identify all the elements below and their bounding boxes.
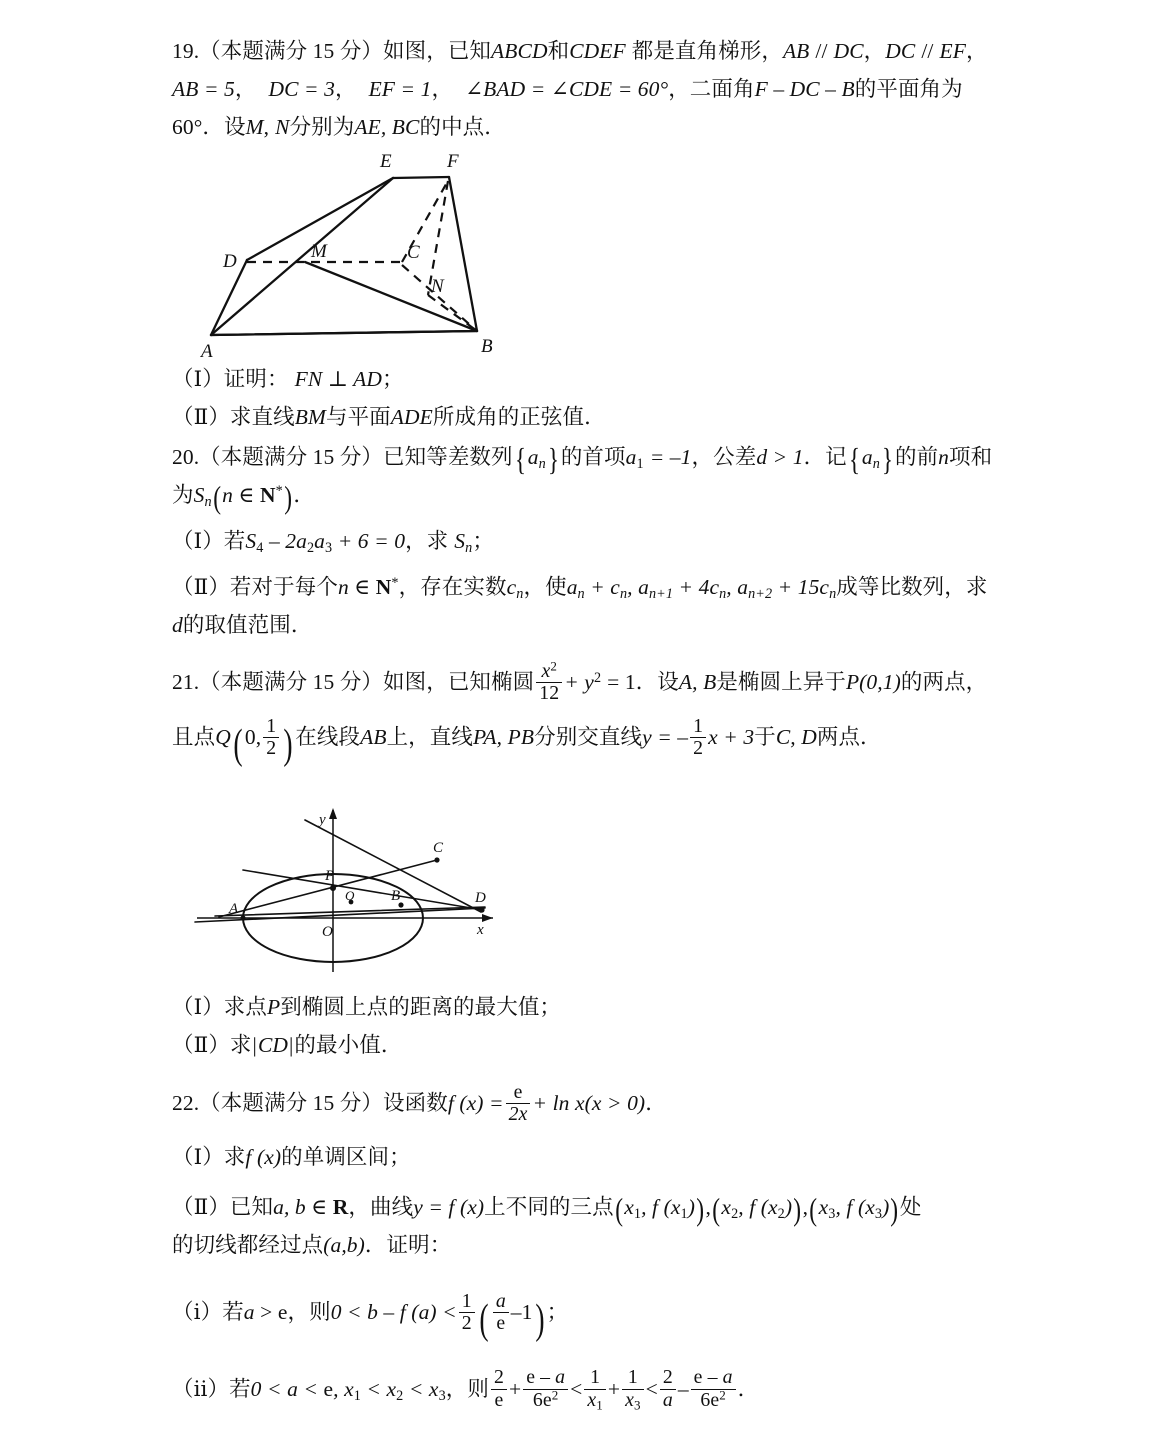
p19-angles: ∠BAD = ∠CDE = 60°: [465, 77, 669, 101]
p22-f3-den: $x_1$: [584, 1389, 606, 1411]
problem-22-sub-i: [172, 1138, 1008, 1176]
p19-sub-i-label: （Ⅰ）: [172, 367, 224, 391]
figure-label-M: M: [311, 241, 327, 262]
p21-line1-post: 是椭圆上异于: [716, 670, 846, 694]
p19-segments: AE, BC: [354, 115, 420, 139]
p22-f6: [691, 1367, 736, 1411]
figure-solid-geometry: [185, 145, 535, 360]
p20-d-gt: d > 1: [756, 445, 804, 469]
figure-label-E: E: [380, 151, 392, 172]
problem-20-line-1: 20.（本题满分 15 分）已知等差数列$\{a_n\}$的首项$a_1 = -1$，公差d > 1．记$\{a_n\}$的前n项和: [172, 442, 993, 478]
p19-sub-i-math: FN ⊥ AD: [294, 367, 383, 391]
ellipse-label-A: A: [229, 901, 239, 917]
p20-sub-ii-t4: ，使: [523, 575, 567, 599]
p21-ellipse-frac: [536, 658, 562, 705]
p19-par2-left: DC: [885, 39, 916, 63]
p22-sub-i2-label: （ⅰ）: [172, 1300, 223, 1324]
p22-f2-den: $6e^2$: [523, 1389, 568, 1411]
p21-q-x: 0,: [244, 725, 262, 749]
p22-f6-den: $6e^2$: [691, 1389, 736, 1411]
problem-21-subquestions: [172, 988, 1008, 1064]
p22-f3: $\frac{1}{x_1}$: [584, 1367, 606, 1411]
p20-line2-end: ．: [293, 483, 315, 507]
ellipse-label-y: y: [319, 812, 326, 828]
p20-cn: $c_n$: [506, 575, 524, 602]
p20-sub-i-text: 若: [223, 529, 246, 553]
p19-sub-ii-label: （Ⅱ）: [172, 405, 230, 429]
problem-21-line-2: 且点Q( 0, $\frac{1}{2}$ ) 在线段AB上，直线PA, PB分别交直线y = – $\frac{1}{2}$ x + 3于C, D两点．: [172, 714, 882, 768]
ellipse-label-C: C: [433, 840, 444, 856]
p19-par2-right: EF: [939, 39, 966, 63]
ellipse-label-D: D: [475, 890, 486, 906]
p21-line1-end: 的两点，: [900, 670, 988, 694]
p22-line1-post: + ln x(x > 0): [532, 1091, 646, 1115]
p21-pts-ab: A, B: [678, 670, 717, 694]
figure-label-N: N: [431, 276, 444, 297]
p21-line2-end: 两点．: [816, 725, 882, 749]
p21-bar-right: |: [289, 1033, 294, 1057]
p22-sub-ii2-tail: ．: [737, 1376, 760, 1401]
problem-19-subquestions: [172, 360, 1008, 436]
p22-pt2: $x_2$, f $(x_2)$: [721, 1195, 793, 1222]
problem-21: [172, 658, 1008, 768]
p19-bm: BM: [294, 405, 326, 429]
p20-sub-i-eq: $S_4 - 2a_2a_3 + 6 = 0$: [245, 529, 406, 556]
p20-sub-ii-t6: 的取值范围．: [182, 613, 313, 637]
p20-sub-ii-t1: 若对于每个: [229, 575, 338, 599]
p19-dihedral-pre: ，二面角: [668, 77, 755, 101]
p20-line1-f: 项和: [949, 445, 993, 469]
p22-half-frac: $\frac{1}{2}$: [459, 1291, 475, 1335]
p21-eq1: = 1: [607, 670, 636, 694]
p22-sub-i2-tail: ；: [546, 1300, 569, 1324]
p21-q-frac: $\frac{1}{2}$: [263, 716, 279, 760]
p20-sub-ii-t5: 成等比数列，求: [836, 575, 988, 599]
p21-line-eq-y: y = –: [642, 725, 689, 749]
p19-dihedral-post: 的平面角为: [854, 77, 963, 101]
problem-22-sub-ii2: [172, 1362, 1008, 1416]
problem-19-stem-line-3: 60°．设M, N分别为AE, BC的中点．: [172, 115, 506, 139]
p22-plus1: +: [508, 1376, 522, 1401]
point-P: [330, 885, 336, 891]
p22-curve: y = f (x): [413, 1195, 485, 1219]
figure-label-B: B: [481, 336, 493, 357]
p21-line1-mid: ．设: [635, 670, 679, 694]
figure-ellipse: [185, 800, 525, 978]
p21-line2-mid3: 分别交直线: [534, 725, 643, 749]
p21-slope-frac: $\frac{1}{2}$: [690, 716, 706, 760]
problem-22-sub-ii: （Ⅱ）已知a, b ∈ R，曲线y = f (x)上不同的三点($x_1$, f $(x_1)),(x_2$, f $(x_2)),(x_3$, f $(x_3)$)处: [172, 1192, 922, 1228]
p20-line2-pre: 为: [172, 483, 194, 507]
p22-minus2: –: [677, 1376, 689, 1401]
p20-an-2: $a_n$: [861, 445, 880, 472]
ellipse-label-x: x: [477, 922, 484, 938]
ellipse-label-O: O: [322, 924, 333, 940]
p19-dc: DC = 3: [268, 77, 335, 101]
p19-line3-start: 60°．设: [172, 115, 246, 139]
p19-sub-ii-mid: 与平面: [325, 405, 391, 429]
p20-sub-ii-label: （Ⅱ）: [172, 575, 230, 599]
p19-ab: AB = 5: [172, 77, 235, 101]
p22-sub-ii-t1: 已知: [229, 1195, 274, 1219]
ellipse-figure-svg: [185, 800, 525, 978]
problem-19-stem-line-1: 19.（本题满分 15 分）如图，已知ABCD和CDEF 都是直角梯形，AB // DC，DC // EF，: [172, 39, 988, 63]
p22-R: R: [332, 1195, 349, 1219]
figure-label-D: D: [223, 251, 237, 272]
p19-stem-pre: 19.（本题满分 15 分）如图，已知: [172, 39, 492, 63]
p20-line1-a: 20.（本题满分 15 分）已知等差数列: [172, 445, 513, 469]
p20-a1-eq: = –1: [649, 445, 692, 469]
p22-f2-num: e – a: [526, 1366, 566, 1389]
p21-q-letter: Q: [215, 725, 231, 749]
p19-sub-ii-pre: 求直线: [229, 405, 295, 429]
p22-f4: $\frac{1}{x_3}$: [622, 1367, 644, 1411]
p22-sub-i-post: 的单调区间；: [281, 1145, 411, 1169]
p19-m: M: [245, 115, 264, 139]
problem-19-sub-ii: [172, 398, 1008, 436]
problem-20-line-2: 为$S_n(n$ ∈ N*)．: [172, 480, 315, 516]
p20-N: N: [259, 483, 276, 507]
p22-ab-in-R: a, b: [273, 1195, 306, 1219]
p22-line1-end: ．: [645, 1091, 667, 1115]
p22-sub-ii-t4: 处: [899, 1195, 922, 1219]
p21-line2-mid2: 上，直线: [386, 725, 473, 749]
figure-label-C: C: [407, 242, 420, 263]
problem-20-sub-ii-cont: [172, 606, 1008, 644]
p20-line1-c: ，公差: [691, 445, 757, 469]
p20-line1-e: 的前: [894, 445, 939, 469]
p20-n: n: [938, 445, 950, 469]
point-D: [479, 907, 484, 912]
p20-sn: $S_n$: [193, 483, 212, 510]
p22-sub-i2-t2: ，则: [287, 1300, 331, 1324]
p22-line1-pre: 22.（本题满分 15 分）设函数: [172, 1091, 448, 1115]
y-axis-arrow: [329, 808, 337, 819]
p22-sub-ii-line2b: ．证明：: [364, 1233, 452, 1257]
p22-sub-i2-t1: 若: [222, 1300, 244, 1324]
ellipse-label-Q: Q: [345, 888, 355, 903]
p22-sub-ii-line2a: 的切线都经过点: [172, 1233, 324, 1257]
p22-sub-ii2-t2: ，则: [445, 1376, 489, 1401]
p19-dihedral: F – DC – B: [754, 77, 855, 101]
problem-22: [172, 1078, 1008, 1416]
p22-plus2: +: [607, 1376, 621, 1401]
ellipse-label-P: P: [325, 868, 335, 884]
p19-quad-abcd: ABCD: [491, 39, 548, 63]
p19-sub-i-tail: ；: [382, 367, 404, 391]
p21-sub-i-p: P: [267, 995, 281, 1019]
p20-sub-i-sn: $S_n$: [454, 529, 473, 556]
p22-f2: [523, 1367, 568, 1411]
problem-22-sub-i2: （ⅰ）若a > e，则0 < b – f (a) < $\frac{1}{2}$ ( $\frac{a}{e}$ –1) ；: [172, 1289, 569, 1343]
p19-quad-cdef: CDEF: [569, 39, 626, 63]
p21-line2-mid4: 于: [754, 725, 776, 749]
problem-19: [172, 32, 1008, 146]
p20-d-var: d: [172, 613, 183, 637]
p22-range-cond: 0 < a < e, $x_1 < x_2 < x_3$: [250, 1376, 446, 1404]
p22-frac-den: 2x: [506, 1103, 531, 1125]
p22-fx: f (x) =: [447, 1091, 504, 1115]
p21-frac-den: 12: [536, 682, 562, 704]
problem-21-line-1: [172, 658, 1008, 706]
p22-a-over-e-frac: $\frac{a}{e}$: [493, 1291, 509, 1335]
point-A: [240, 915, 245, 920]
p21-sub-ii-pre: 求: [229, 1033, 252, 1057]
p19-and: 和: [547, 39, 570, 63]
p20-gp-terms: $a_n + c_n$, $a_{n+1} + 4c_n$, $a_{n+2} + 15c_n$: [566, 575, 837, 602]
problem-19-sub-i: [172, 360, 1008, 398]
problem-20-sub-i: [172, 522, 1008, 560]
p22-ineq-left: 0 < b – f (a) <: [330, 1300, 457, 1324]
p22-pt3: $x_3$, f $(x_3)$: [818, 1195, 890, 1222]
p22-sub-i-fx: f (x): [245, 1145, 282, 1169]
p21-sub-ii-post: 的最小值．: [294, 1033, 403, 1057]
p22-sub-ii2-label: （ⅱ）: [172, 1376, 230, 1401]
p20-line1-b: 的首项: [560, 445, 626, 469]
p22-sub-i-label: （Ⅰ）: [172, 1145, 224, 1169]
p21-sub-ii-label: （Ⅱ）: [172, 1033, 230, 1057]
p19-ade: ADE: [390, 405, 433, 429]
p22-ab-point: (a,b): [323, 1233, 365, 1257]
problem-22-sub-ii-cont: [172, 1226, 1008, 1264]
p21-lines-pa-pb: PA, PB: [472, 725, 535, 749]
p22-f4-den: $x_3$: [622, 1389, 644, 1411]
p21-point-p: P(0,1): [845, 670, 901, 694]
problem-22-line-1: [172, 1078, 1008, 1128]
figure-label-A: A: [201, 341, 213, 360]
p21-seg-ab: AB: [360, 725, 387, 749]
problem-21-sub-i: [172, 988, 1008, 1026]
p19-line3-mid: 分别为: [289, 115, 355, 139]
p20-sub-ii-t3: ，存在实数: [398, 575, 507, 599]
problem-19-stem-line-2: AB = 5， DC = 3， EF = 1， ∠BAD = ∠CDE = 60°，二面角F – DC – B的平面角为: [172, 77, 963, 101]
p21-sub-i-pre: 求点: [223, 995, 267, 1019]
p20-a1: $a_1$: [625, 445, 644, 472]
p20-n-in-N: n: [222, 483, 234, 507]
p22-e-const: e: [277, 1300, 288, 1324]
p21-line2-mid: 在线段: [295, 725, 361, 749]
p20-sub-i-mid: ，求: [405, 529, 449, 553]
p19-sub-ii-post: 所成角的正弦值．: [432, 405, 606, 429]
p20-sub-ii-N: N: [375, 575, 392, 599]
p22-frac-num: e: [513, 1080, 523, 1103]
p21-bar-left: |: [252, 1033, 257, 1057]
p22-lt2: <: [645, 1376, 658, 1401]
p19-par1-right: DC: [833, 39, 864, 63]
p19-par1-left: AB: [782, 39, 810, 63]
problem-20-sub-ii: （Ⅱ）若对于每个n ∈ N*，存在实数$c_n$，使$a_n + c_n$, $a_{n+1} + 4c_n$, $a_{n+2} + 15c_n$成等比数列，求: [172, 575, 988, 602]
p19-stem-post: 都是直角梯形，: [631, 39, 783, 63]
problem-21-sub-ii: [172, 1026, 1008, 1064]
p20-an-1: $a_n$: [527, 445, 546, 472]
p21-plus-y2: + $y^2$: [564, 670, 602, 694]
x-axis-arrow: [482, 914, 493, 922]
p20-star: *: [275, 483, 283, 500]
solid-figure-svg: [185, 145, 535, 360]
figure-label-F: F: [447, 151, 459, 172]
problem-20: [172, 438, 1008, 644]
p22-f1: $\frac{2}{e}$: [491, 1367, 507, 1411]
point-C: [434, 857, 439, 862]
p21-line2-pre: 且点: [172, 725, 216, 749]
p21-sub-i-post: 到椭圆上点的距离的最大值；: [280, 995, 562, 1019]
p22-lt1: <: [570, 1376, 583, 1401]
p22-pt1: $x_1$, f $(x_1)$: [624, 1195, 695, 1222]
p19-ef: EF = 1: [368, 77, 432, 101]
p22-sub-i-pre: 求: [223, 1145, 246, 1169]
p22-e-2x-frac: [506, 1082, 531, 1126]
p21-frac-num: $x^2$: [541, 658, 557, 682]
ellipse-label-B: B: [391, 888, 401, 904]
p19-line3-end: 的中点．: [419, 115, 506, 139]
p21-sub-i-label: （Ⅰ）: [172, 995, 224, 1019]
p21-line1-pre: 21.（本题满分 15 分）如图，已知椭圆: [172, 670, 535, 694]
p22-sub-ii-t3: 上不同的三点: [484, 1195, 614, 1219]
p22-sub-ii2-t1: 若: [229, 1376, 251, 1401]
p21-cd: CD: [257, 1033, 289, 1057]
p22-f6-num: e – a: [693, 1366, 733, 1389]
p21-line-eq-x3: x + 3: [708, 725, 755, 749]
p19-sub-i-text: 证明：: [223, 367, 289, 391]
p20-sub-i-tail: ；: [472, 529, 494, 553]
p22-a-gt-e: a: [243, 1300, 255, 1324]
p22-f5: $\frac{2}{a}$: [660, 1367, 676, 1411]
p20-line1-d: ．记: [803, 445, 847, 469]
p22-minus-one: –1: [510, 1300, 533, 1324]
p21-pts-cd: C, D: [775, 725, 817, 749]
p20-sub-ii-n: n: [337, 575, 349, 599]
p20-sub-i-label: （Ⅰ）: [172, 529, 224, 553]
p22-sub-ii-label: （Ⅱ）: [172, 1195, 230, 1219]
p22-sub-ii-t2: ，曲线: [348, 1195, 414, 1219]
p19-n: N: [275, 115, 290, 139]
